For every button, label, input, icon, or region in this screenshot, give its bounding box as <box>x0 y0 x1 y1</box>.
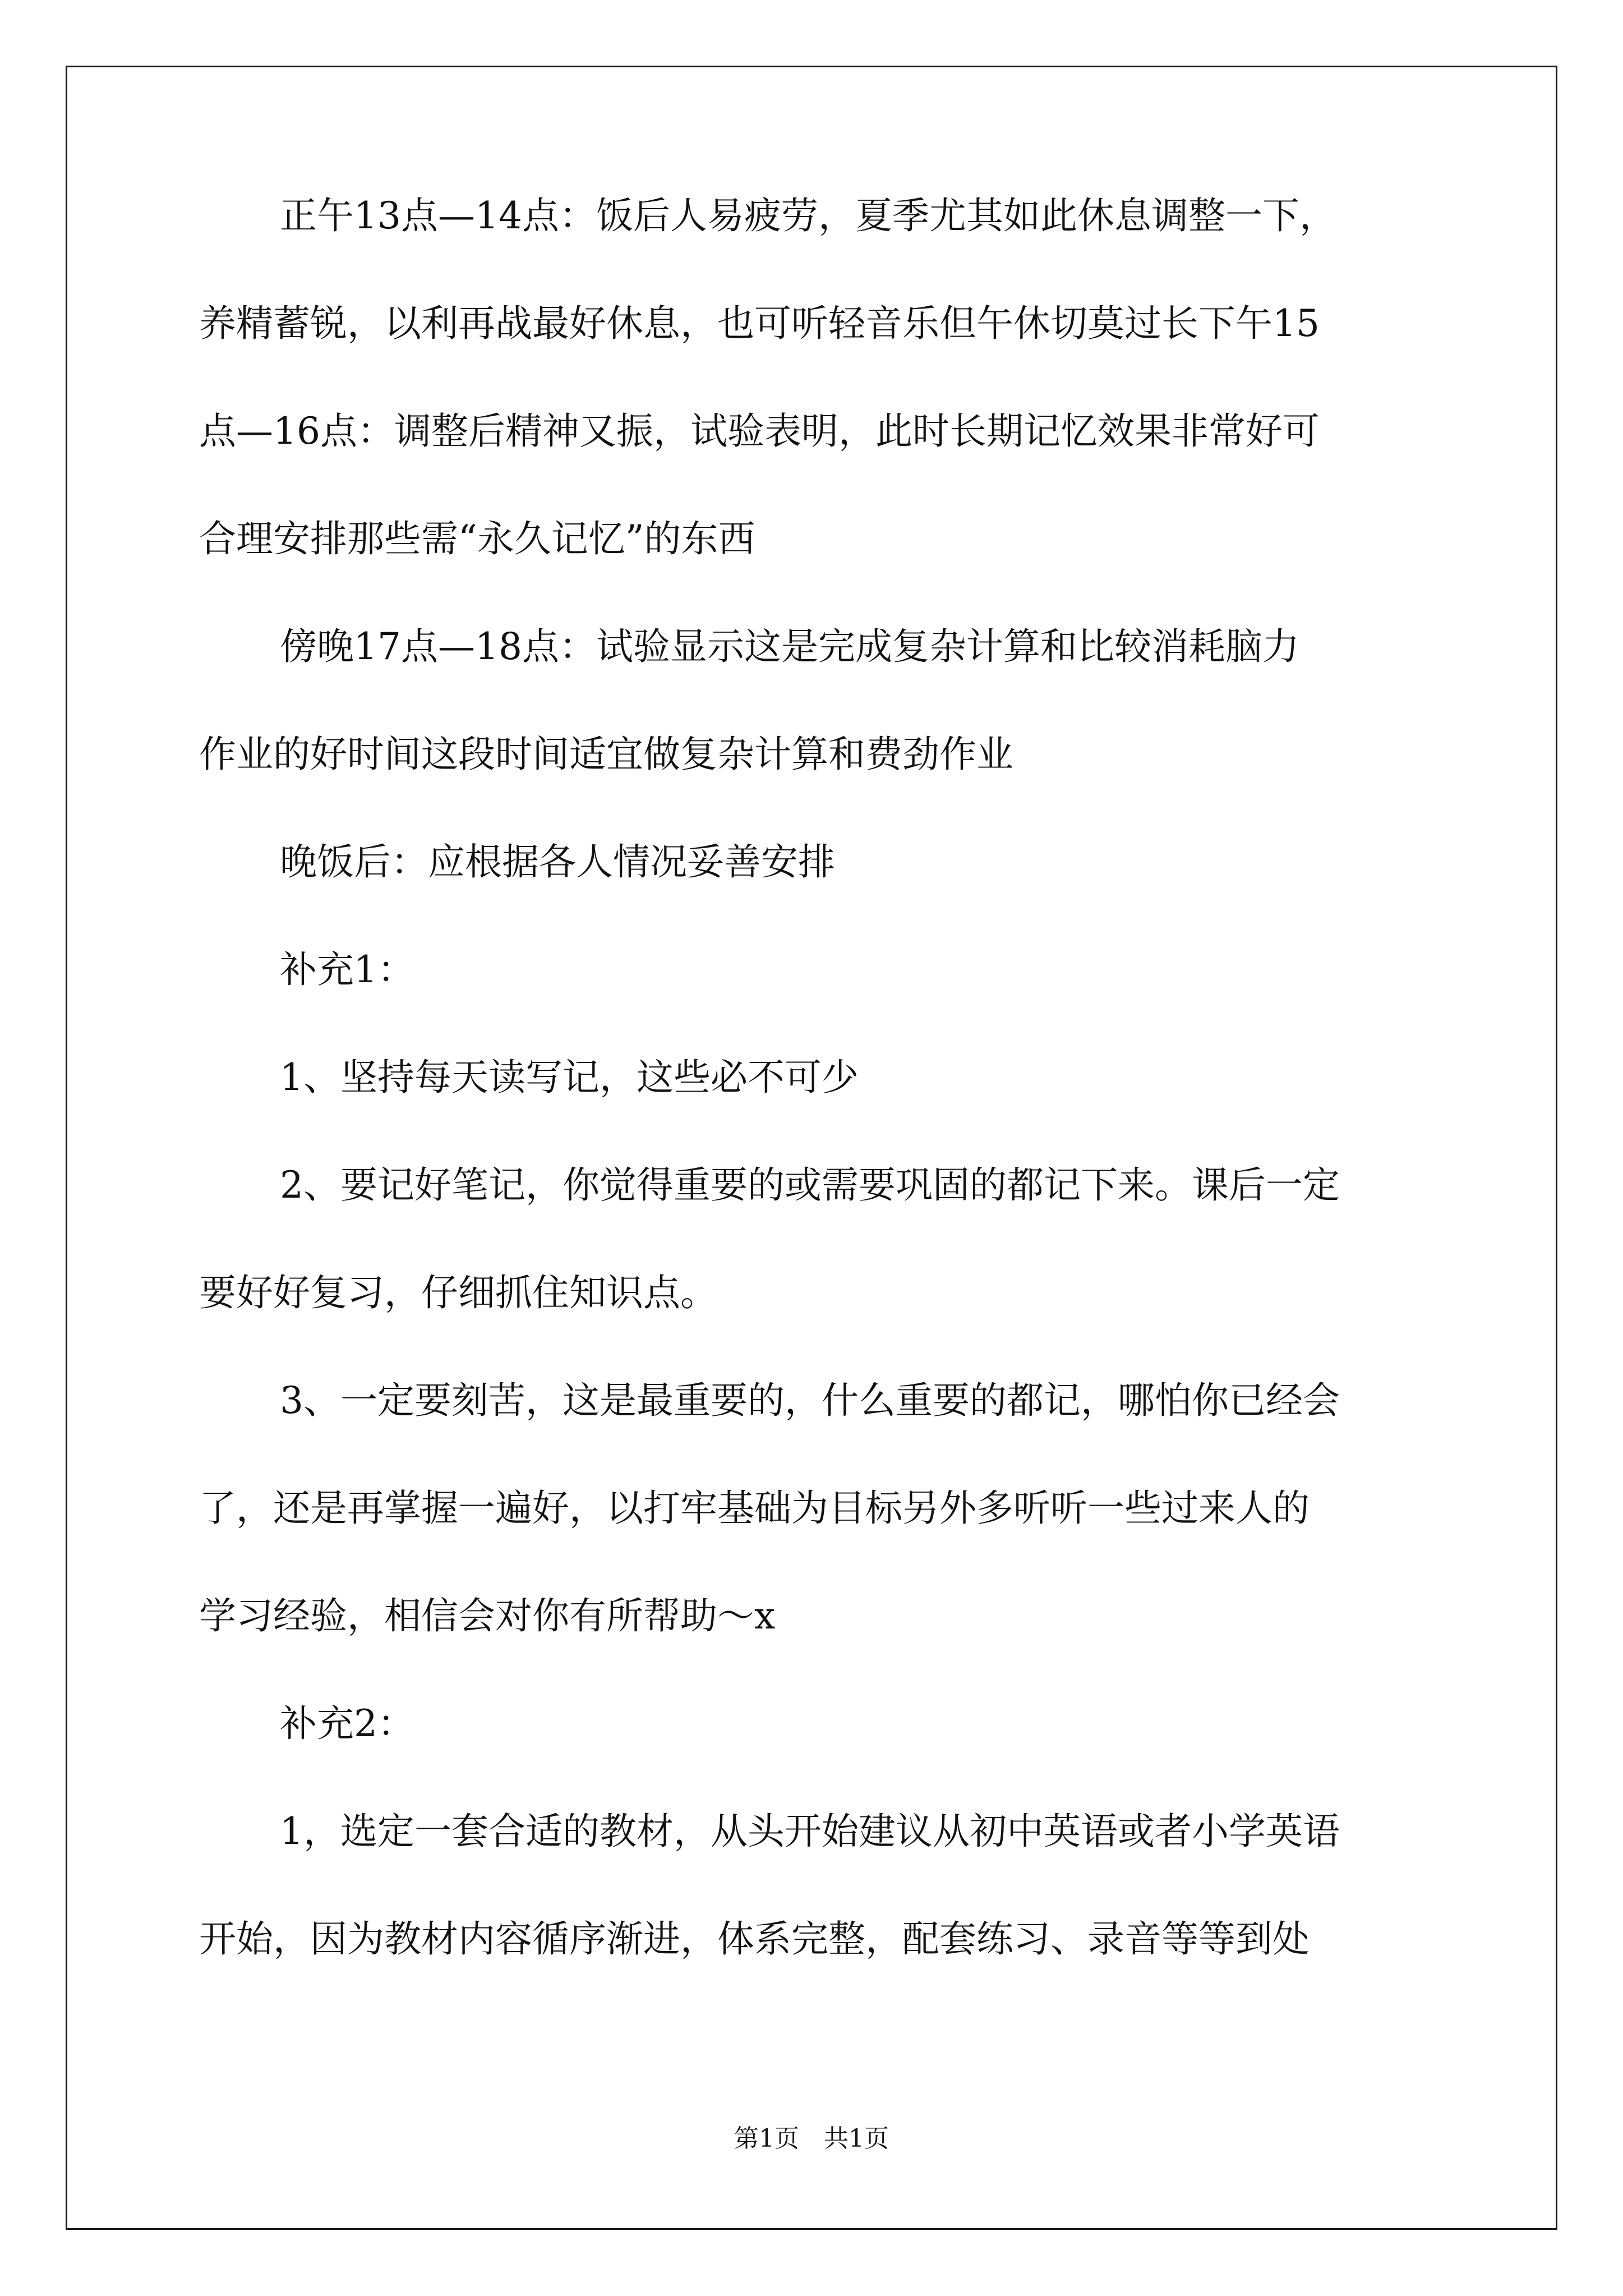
section-heading: 补充2： <box>280 1702 414 1745</box>
paragraph-line: 作业的好时间这段时间适宜做复杂计算和费劲作业 <box>199 733 1013 776</box>
paragraph-line: 合理安排那些需“永久记忆”的东西 <box>199 517 755 560</box>
section-heading: 补充1： <box>280 948 414 991</box>
paragraph-line: 晚饭后：应根据各人情况妥善安排 <box>280 840 835 884</box>
paragraph-line: 了，还是再掌握一遍好，以打牢基础为目标另外多听听一些过来人的 <box>199 1487 1310 1530</box>
paragraph-line: 正午13点—14点：饭后人易疲劳，夏季尤其如此休息调整一下， <box>280 194 1336 237</box>
paragraph-line: 养精蓄锐，以利再战最好休息，也可听轻音乐但午休切莫过长下午15 <box>199 302 1320 345</box>
paragraph-line: 要好好复习，仔细抓住知识点。 <box>199 1271 717 1314</box>
list-item: 3、一定要刻苦，这是最重要的，什么重要的都记，哪怕你已经会 <box>280 1379 1340 1422</box>
paragraph-line: 学习经验，相信会对你有所帮助～x <box>199 1594 776 1637</box>
page-border <box>66 66 1557 2230</box>
paragraph-line: 点—16点：调整后精神又振，试验表明，此时长期记忆效果非常好可 <box>199 409 1320 453</box>
list-item: 1、坚持每天读写记，这些必不可少 <box>280 1056 859 1099</box>
paragraph-line: 开始，因为教材内容循序渐进，体系完整，配套练习、录音等等到处 <box>199 1917 1310 1961</box>
list-item: 2、要记好笔记，你觉得重要的或需要巩固的都记下来。课后一定 <box>280 1163 1340 1207</box>
page-number-footer: 第1页 共1页 <box>734 2124 889 2153</box>
list-item: 1，选定一套合适的教材，从头开始建议从初中英语或者小学英语 <box>280 1810 1340 1853</box>
paragraph-line: 傍晚17点—18点：试验显示这是完成复杂计算和比较消耗脑力 <box>280 625 1299 668</box>
